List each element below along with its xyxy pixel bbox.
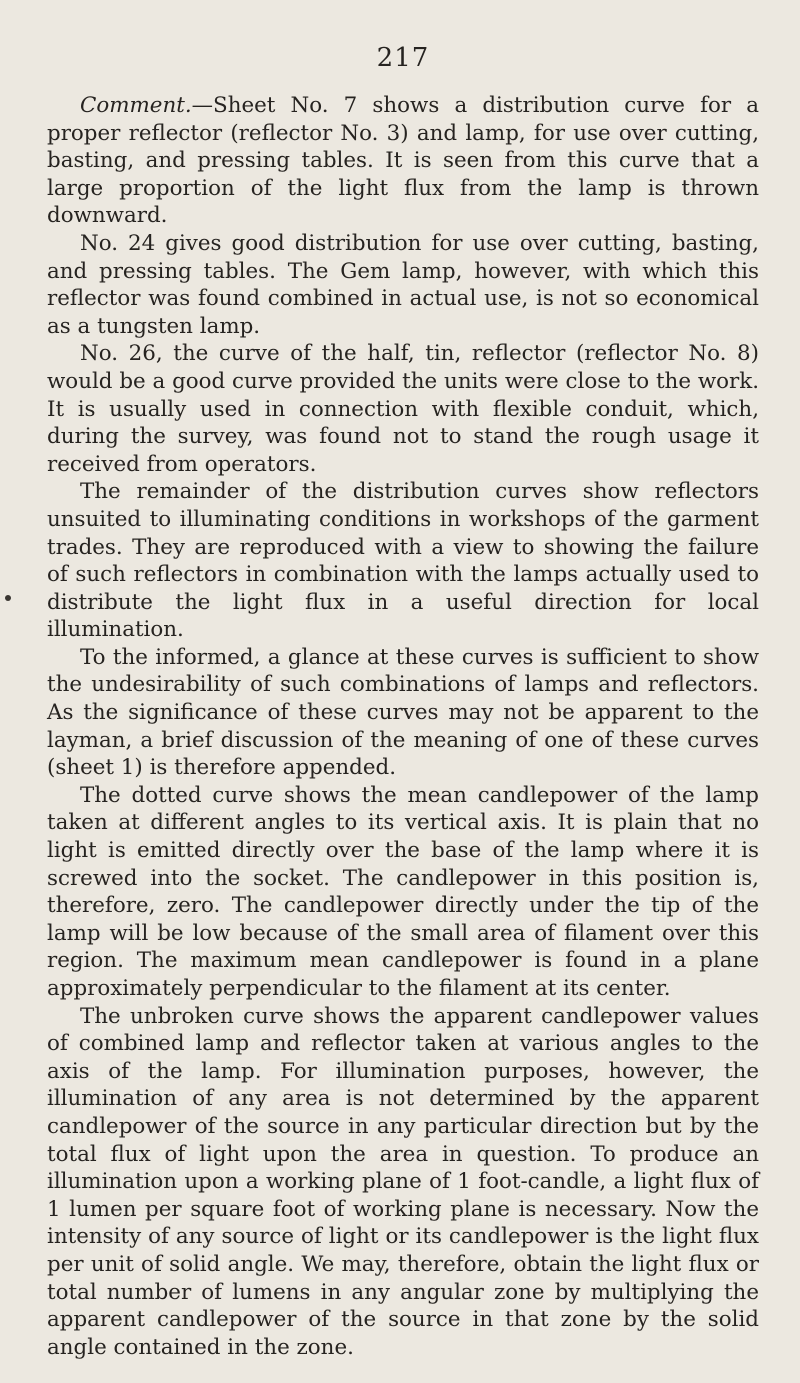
comment-lead: Comment. (80, 93, 192, 118)
paragraph-text: —Sheet No. 7 shows a distribution curve for a proper reflector (reflector No. 3) and lamp, for use over cutting, basting, and pressing tables. It is seen from this curve that a large proportion of the light flux from the lamp is thrown downward. (47, 93, 759, 229)
paragraph-comment-sheet-7 (47, 92, 759, 230)
page-number: 217 (376, 43, 430, 73)
paragraph-no-24: No. 24 gives good distribution for use over cutting, basting, and pressing tables. The Gem lamp, however, with which this reflector was found combined in actual use, is not so economical as a tungsten lamp. (47, 230, 759, 339)
document-page (47, 0, 759, 1361)
paragraph-dotted-curve: The dotted curve shows the mean candlepower of the lamp taken at different angles to its vertical axis. It is plain that no light is emitted directly over the base of the lamp where it is screwed into the socket. The candlepower in this position is, therefore, zero. The candlepower directly under the tip of the lamp will be low because of the small area of filament over this region. The maximum mean candlepower is found in a plane approximately perpendicular to the filament at its center. (47, 782, 759, 1001)
paragraph-unbroken-curve: The unbroken curve shows the apparent candlepower values of combined lamp and reflector taken at various angles to the axis of the lamp. For illumination purposes, however, the illumination of any area is not determined by the apparent candlepower of the source in any particular direction but by the total flux of light upon the area in question. To produce an illumination upon a working plane of 1 foot-candle, a light flux of 1 lumen per square foot of working plane is necessary. Now the intensity of any source of light or its candlepower is the light flux per unit of solid angle. We may, therefore, obtain the light flux or total number of lumens in any angular zone by multiplying the apparent candlepower of the source in that zone by the solid angle contained in the zone. (47, 1003, 759, 1360)
paragraph-no-26: No. 26, the curve of the half, tin, reflector (reflector No. 8) would be a good curve provided the units were close to the work. It is usually used in connection with flexible conduit, which, during the survey, was found not to stand the rough usage it received from operators. (47, 341, 759, 477)
paragraph-informed: To the informed, a glance at these curves is sufficient to show the undesirability of such combinations of lamps and reflectors. As the significance of these curves may not be apparent to the layman, a brief discussion of the meaning of one of these curves (sheet 1) is therefore appended. (47, 644, 759, 781)
ink-speck (5, 595, 11, 601)
paragraph-remainder: The remainder of the distribution curves show reflectors unsuited to illuminating conditions in workshops of the garment trades. They are reproduced with a view to showing the failure of such reflectors in combination with the lamps actually used to distribute the light flux in a useful direction for local illumination. (47, 479, 759, 643)
